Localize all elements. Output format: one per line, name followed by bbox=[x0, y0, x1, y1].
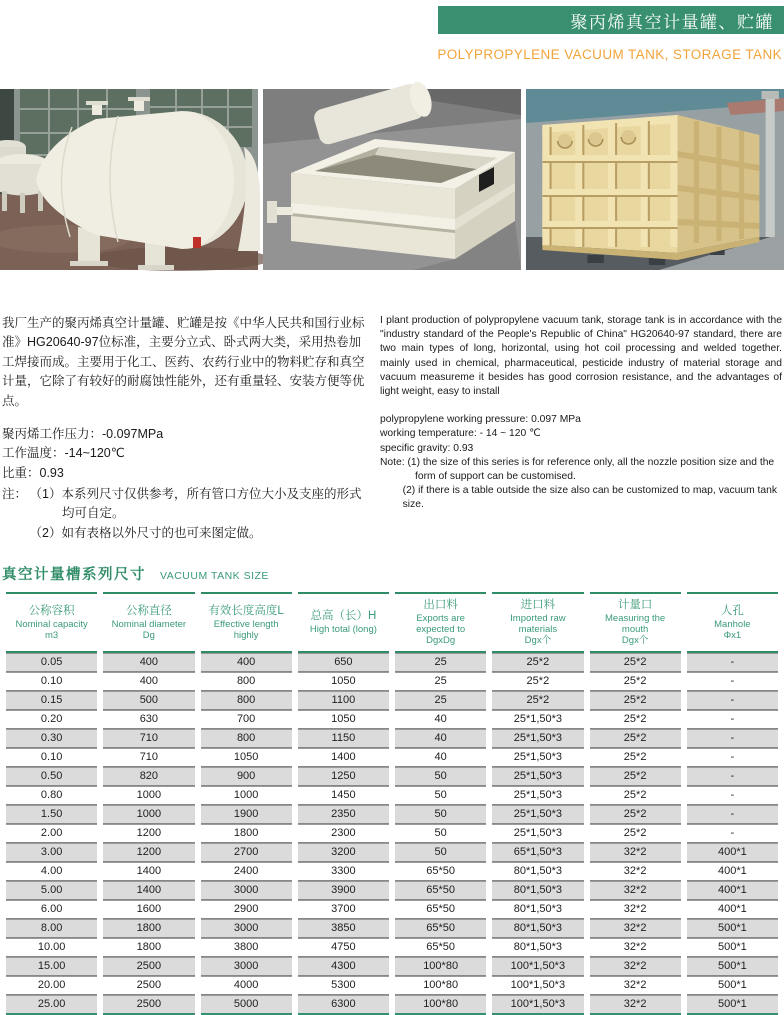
note-1-en: Note: (1) the size of this series is for reference only, all the nozzle position size and the form of support can be customised. bbox=[380, 456, 775, 483]
table-cell: 2500 bbox=[103, 976, 194, 995]
table-cell: 80*1,50*3 bbox=[492, 881, 583, 900]
column-header: 出口料 Exports are expected to DgxDg bbox=[395, 592, 486, 653]
table-row bbox=[6, 786, 778, 805]
table-cell: 630 bbox=[103, 710, 194, 729]
table-row bbox=[6, 653, 778, 672]
table-row bbox=[6, 748, 778, 767]
table-row bbox=[6, 862, 778, 881]
size-table-body bbox=[6, 653, 778, 1015]
table-cell: 25*2 bbox=[590, 767, 681, 786]
table-cell: 400 bbox=[103, 672, 194, 691]
table-cell: 500*1 bbox=[687, 919, 778, 938]
table-cell: 1200 bbox=[103, 824, 194, 843]
size-table-head-row bbox=[6, 592, 778, 653]
table-cell: 25*1,50*3 bbox=[492, 767, 583, 786]
photo-cubic-storage-tank bbox=[526, 89, 784, 270]
table-cell: 50 bbox=[395, 843, 486, 862]
table-cell: - bbox=[687, 672, 778, 691]
table-cell: 710 bbox=[103, 729, 194, 748]
table-cell: 4.00 bbox=[6, 862, 97, 881]
table-row bbox=[6, 672, 778, 691]
table-cell: 100*1,50*3 bbox=[492, 976, 583, 995]
table-section-title-cn: 真空计量槽系列尺寸 bbox=[2, 567, 146, 584]
table-cell: 500*1 bbox=[687, 938, 778, 957]
table-cell: 2.00 bbox=[6, 824, 97, 843]
column-header: 总高（长）H High total (long) bbox=[298, 592, 389, 653]
intro-english bbox=[380, 314, 782, 543]
table-cell: 80*1,50*3 bbox=[492, 919, 583, 938]
table-row bbox=[6, 938, 778, 957]
chinese-specs bbox=[2, 425, 368, 483]
table-cell: 25 bbox=[395, 653, 486, 672]
product-photos bbox=[0, 89, 784, 270]
table-cell: 50 bbox=[395, 786, 486, 805]
table-row bbox=[6, 729, 778, 748]
table-cell: 8.00 bbox=[6, 919, 97, 938]
table-cell: 0.10 bbox=[6, 748, 97, 767]
table-cell: 1050 bbox=[201, 748, 292, 767]
table-cell: 400*1 bbox=[687, 900, 778, 919]
table-cell: 2400 bbox=[201, 862, 292, 881]
table-cell: 400*1 bbox=[687, 881, 778, 900]
table-cell: 25 bbox=[395, 691, 486, 710]
table-cell: 65*50 bbox=[395, 938, 486, 957]
table-cell: 32*2 bbox=[590, 957, 681, 976]
table-cell: 25 bbox=[395, 672, 486, 691]
table-cell: 1000 bbox=[103, 786, 194, 805]
table-cell: 820 bbox=[103, 767, 194, 786]
catalog-page bbox=[0, 6, 784, 1011]
table-cell: 80*1,50*3 bbox=[492, 900, 583, 919]
table-cell: - bbox=[687, 710, 778, 729]
chinese-notes bbox=[2, 485, 368, 543]
table-row bbox=[6, 710, 778, 729]
table-cell: 1050 bbox=[298, 672, 389, 691]
column-header: 公称直径 Nominal diameter Dg bbox=[103, 592, 194, 653]
table-cell: 65*50 bbox=[395, 900, 486, 919]
table-cell: 400 bbox=[201, 653, 292, 672]
table-cell: 650 bbox=[298, 653, 389, 672]
table-cell: 2350 bbox=[298, 805, 389, 824]
spec-specific-gravity-cn: 比重：0.93 bbox=[2, 465, 64, 480]
note-2-en: (2) if there is a table outside the size also can be customized to map, vacuum tank size. bbox=[402, 485, 777, 511]
table-cell: 1800 bbox=[201, 824, 292, 843]
table-cell: 20.00 bbox=[6, 976, 97, 995]
table-cell: 1050 bbox=[298, 710, 389, 729]
table-cell: 2500 bbox=[103, 995, 194, 1015]
column-header: 有效长度高度L Effective length highly bbox=[201, 592, 292, 653]
table-row bbox=[6, 995, 778, 1015]
table-cell: 2300 bbox=[298, 824, 389, 843]
table-cell: 4750 bbox=[298, 938, 389, 957]
table-cell: 25*2 bbox=[590, 786, 681, 805]
table-cell: 900 bbox=[201, 767, 292, 786]
table-cell: 700 bbox=[201, 710, 292, 729]
table-cell: 25*2 bbox=[590, 653, 681, 672]
table-cell: 3000 bbox=[201, 919, 292, 938]
table-cell: 2900 bbox=[201, 900, 292, 919]
table-cell: 5000 bbox=[201, 995, 292, 1015]
table-row bbox=[6, 976, 778, 995]
table-cell: 500 bbox=[103, 691, 194, 710]
table-cell: 5300 bbox=[298, 976, 389, 995]
table-cell: 500*1 bbox=[687, 957, 778, 976]
table-cell: 4300 bbox=[298, 957, 389, 976]
table-cell: 800 bbox=[201, 691, 292, 710]
table-cell: 65*50 bbox=[395, 881, 486, 900]
table-cell: 0.80 bbox=[6, 786, 97, 805]
column-header: 人孔 Manhole Φx1 bbox=[687, 592, 778, 653]
table-cell: 50 bbox=[395, 767, 486, 786]
spec-working-pressure-cn: 聚丙烯工作压力：-0.097MPa bbox=[2, 426, 164, 441]
table-cell: - bbox=[687, 767, 778, 786]
table-cell: 0.05 bbox=[6, 653, 97, 672]
intro-section bbox=[0, 314, 784, 543]
table-cell: 1450 bbox=[298, 786, 389, 805]
table-cell: - bbox=[687, 653, 778, 672]
table-cell: 6.00 bbox=[6, 900, 97, 919]
table-cell: 25*2 bbox=[492, 653, 583, 672]
table-cell: 1400 bbox=[298, 748, 389, 767]
page-title: 聚丙烯真空计量罐、贮罐 bbox=[570, 12, 774, 32]
note-2-cn: （2）如有表格以外尺寸的也可来图定做。 bbox=[29, 525, 262, 540]
table-cell: 3200 bbox=[298, 843, 389, 862]
table-cell: 1800 bbox=[103, 919, 194, 938]
table-cell: 100*1,50*3 bbox=[492, 995, 583, 1015]
table-cell: 65*50 bbox=[395, 919, 486, 938]
table-cell: - bbox=[687, 729, 778, 748]
table-row bbox=[6, 805, 778, 824]
table-cell: 32*2 bbox=[590, 995, 681, 1015]
table-row bbox=[6, 824, 778, 843]
table-cell: 0.50 bbox=[6, 767, 97, 786]
table-cell: 65*50 bbox=[395, 862, 486, 881]
table-cell: 25*2 bbox=[590, 805, 681, 824]
table-cell: 1000 bbox=[201, 786, 292, 805]
table-cell: 0.30 bbox=[6, 729, 97, 748]
table-cell: 100*80 bbox=[395, 976, 486, 995]
table-cell: 25*2 bbox=[590, 748, 681, 767]
table-cell: 100*80 bbox=[395, 957, 486, 976]
table-cell: 1400 bbox=[103, 862, 194, 881]
horizontal-tank-illustration bbox=[0, 89, 258, 270]
table-cell: 2700 bbox=[201, 843, 292, 862]
table-cell: 40 bbox=[395, 729, 486, 748]
table-cell: - bbox=[687, 786, 778, 805]
table-cell: 400*1 bbox=[687, 862, 778, 881]
table-cell: 25*2 bbox=[590, 824, 681, 843]
table-cell: 3300 bbox=[298, 862, 389, 881]
table-cell: 3000 bbox=[201, 881, 292, 900]
table-cell: 4000 bbox=[201, 976, 292, 995]
table-cell: 25.00 bbox=[6, 995, 97, 1015]
table-cell: 80*1,50*3 bbox=[492, 862, 583, 881]
table-cell: 1900 bbox=[201, 805, 292, 824]
table-cell: 1400 bbox=[103, 881, 194, 900]
table-cell: 710 bbox=[103, 748, 194, 767]
table-cell: 6300 bbox=[298, 995, 389, 1015]
table-cell: 1250 bbox=[298, 767, 389, 786]
table-cell: 800 bbox=[201, 729, 292, 748]
table-cell: 25*1,50*3 bbox=[492, 748, 583, 767]
table-cell: 100*80 bbox=[395, 995, 486, 1015]
table-cell: 2500 bbox=[103, 957, 194, 976]
table-cell: 400*1 bbox=[687, 843, 778, 862]
english-specs bbox=[380, 413, 782, 512]
column-header: 公称容积 Nominal capacity m3 bbox=[6, 592, 97, 653]
table-cell: 0.20 bbox=[6, 710, 97, 729]
english-description-paragraph: I plant production of polypropylene vacuum tank, storage tank is in accordance with the "industry standard of the People's Republic of China" HG20640-97 standard, there are two main types of long, horizontal, using hot coil processing and welded together. mainly used in chemical, pharmaceutical, pesticide industry of material storage and vacuum measureme it besides has good corrosion resistance, and the advantages of light weight, easy to install bbox=[380, 315, 782, 398]
table-cell: 40 bbox=[395, 748, 486, 767]
table-cell: 500*1 bbox=[687, 995, 778, 1015]
table-cell: 25*1,50*3 bbox=[492, 824, 583, 843]
note-label-cn: 注： bbox=[2, 487, 28, 501]
table-cell: 25*1,50*3 bbox=[492, 729, 583, 748]
table-cell: 15.00 bbox=[6, 957, 97, 976]
table-cell: - bbox=[687, 824, 778, 843]
table-cell: 25*2 bbox=[492, 691, 583, 710]
cubic-tank-illustration bbox=[526, 89, 784, 270]
page-subtitle: POLYPROPYLENE VACUUM TANK, STORAGE TANK bbox=[437, 47, 782, 62]
photo-horizontal-cylindrical-tank bbox=[0, 89, 258, 270]
table-cell: 25*2 bbox=[590, 672, 681, 691]
table-cell: 32*2 bbox=[590, 976, 681, 995]
table-cell: 25*1,50*3 bbox=[492, 805, 583, 824]
table-cell: 400 bbox=[103, 653, 194, 672]
table-cell: 25*1,50*3 bbox=[492, 786, 583, 805]
table-cell: 500*1 bbox=[687, 976, 778, 995]
table-cell: 32*2 bbox=[590, 938, 681, 957]
spec-working-temperature-cn: 工作温度：-14~120℃ bbox=[2, 446, 125, 461]
table-cell: 3000 bbox=[201, 957, 292, 976]
photo-rectangular-open-tank bbox=[263, 89, 521, 270]
table-row bbox=[6, 767, 778, 786]
table-cell: 40 bbox=[395, 710, 486, 729]
table-cell: 1100 bbox=[298, 691, 389, 710]
table-row bbox=[6, 919, 778, 938]
table-cell: 50 bbox=[395, 805, 486, 824]
table-cell: 10.00 bbox=[6, 938, 97, 957]
table-cell: 25*1,50*3 bbox=[492, 710, 583, 729]
table-cell: 1200 bbox=[103, 843, 194, 862]
table-cell: - bbox=[687, 691, 778, 710]
table-cell: 32*2 bbox=[590, 900, 681, 919]
table-cell: 25*2 bbox=[590, 710, 681, 729]
note-1-cn: （1）本系列尺寸仅供参考，所有管口方位大小及支座的形式均可自定。 bbox=[29, 487, 362, 521]
table-row bbox=[6, 957, 778, 976]
table-cell: 800 bbox=[201, 672, 292, 691]
rectangular-tank-illustration bbox=[263, 89, 521, 270]
table-cell: 0.15 bbox=[6, 691, 97, 710]
table-row bbox=[6, 843, 778, 862]
table-cell: 0.10 bbox=[6, 672, 97, 691]
table-cell: 1150 bbox=[298, 729, 389, 748]
page-subtitle-row bbox=[0, 46, 784, 63]
table-cell: 3800 bbox=[201, 938, 292, 957]
table-cell: 3900 bbox=[298, 881, 389, 900]
column-header: 计量口 Measuring the mouth Dgx个 bbox=[590, 592, 681, 653]
table-cell: 32*2 bbox=[590, 881, 681, 900]
table-cell: 3700 bbox=[298, 900, 389, 919]
intro-chinese bbox=[2, 314, 368, 543]
vacuum-tank-size-table bbox=[0, 592, 784, 1015]
table-cell: 100*1,50*3 bbox=[492, 957, 583, 976]
spec-working-temperature-en: working temperature: - 14 ~ 120 ℃ bbox=[380, 428, 541, 440]
table-section-title-en: VACUUM TANK SIZE bbox=[160, 570, 269, 583]
table-cell: 80*1,50*3 bbox=[492, 938, 583, 957]
table-cell: 25*2 bbox=[590, 691, 681, 710]
table-cell: 3.00 bbox=[6, 843, 97, 862]
table-cell: 32*2 bbox=[590, 843, 681, 862]
table-row bbox=[6, 900, 778, 919]
spec-specific-gravity-en: specific gravity: 0.93 bbox=[380, 442, 474, 454]
page-title-banner bbox=[438, 6, 784, 34]
spec-working-pressure-en: polypropylene working pressure: 0.097 MPa bbox=[380, 414, 581, 426]
table-row bbox=[6, 881, 778, 900]
table-cell: 5.00 bbox=[6, 881, 97, 900]
table-cell: 32*2 bbox=[590, 862, 681, 881]
column-header: 进口料 Imported raw materials Dgx个 bbox=[492, 592, 583, 653]
table-cell: 65*1,50*3 bbox=[492, 843, 583, 862]
table-cell: 1600 bbox=[103, 900, 194, 919]
table-cell: 25*2 bbox=[492, 672, 583, 691]
table-cell: - bbox=[687, 805, 778, 824]
chinese-description-paragraph: 我厂生产的聚丙烯真空计量罐、贮罐是按《中华人民共和国行业标准》HG20640-97位标准，主要分立式、卧式两大类，采用热卷加工焊接而成。主要用于化工、医药、农药行业中的物料贮存和真空计量，它除了有较好的耐腐蚀性能外，还有重量轻、安装方便等优点。 bbox=[2, 316, 365, 408]
table-section-title bbox=[0, 563, 784, 584]
table-row bbox=[6, 691, 778, 710]
table-cell: 25*2 bbox=[590, 729, 681, 748]
table-cell: 32*2 bbox=[590, 919, 681, 938]
table-cell: 3850 bbox=[298, 919, 389, 938]
table-cell: 50 bbox=[395, 824, 486, 843]
table-cell: 1.50 bbox=[6, 805, 97, 824]
table-cell: - bbox=[687, 748, 778, 767]
table-cell: 1800 bbox=[103, 938, 194, 957]
table-cell: 1000 bbox=[103, 805, 194, 824]
